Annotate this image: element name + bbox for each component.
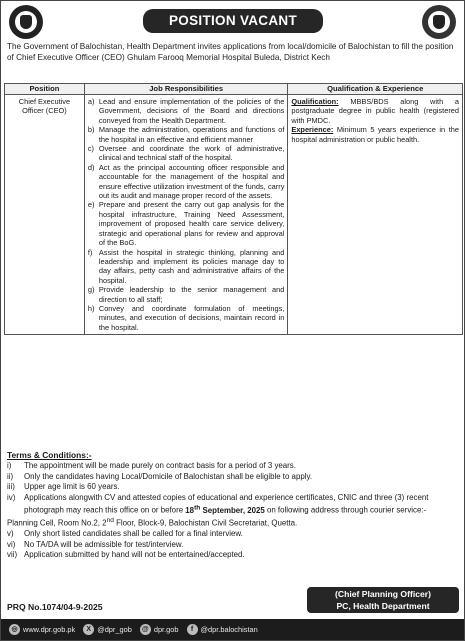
footer-contact-text: dpr.gob	[153, 625, 179, 634]
government-logo	[9, 5, 43, 39]
responsibility-item-marker: f)	[87, 247, 93, 257]
responsibility-item-text: Provide leadership to the senior management and direction to all staff;	[98, 285, 285, 304]
responsibility-item	[88, 200, 285, 247]
responsibility-item-text: Lead and ensure implementation of the policies of the Government, decisions of the Board and directions conveyed from the Health Department.	[98, 97, 285, 125]
globe-icon: ◎	[9, 624, 20, 635]
footer-contact-link[interactable]	[140, 624, 179, 635]
terms-item-marker: v)	[7, 529, 14, 539]
responsibility-item	[88, 304, 285, 332]
header	[1, 1, 464, 39]
responsibilities-cell	[84, 95, 288, 335]
table-header-row	[5, 84, 463, 95]
responsibility-item	[88, 248, 285, 286]
terms-item-marker: iv)	[7, 492, 16, 502]
column-header-position: Position	[5, 84, 85, 95]
responsibility-item-text: Assist the hospital in strategic thinking, planning and leadership and implement its policies manage day to day affairs, petty cash and administrative affairs of the hospital.	[98, 247, 285, 285]
footer-contact-link[interactable]	[9, 624, 75, 635]
footer-contact-text: @dpr.balochistan	[200, 625, 258, 634]
responsibility-item-marker: d)	[87, 162, 95, 172]
terms-item	[7, 461, 459, 471]
terms-item	[7, 472, 459, 482]
qualification-text: MBBS/BDS along with a postgraduate degree in public health (registered with PMDC.	[291, 97, 459, 125]
responsibility-item	[88, 97, 285, 125]
terms-item	[7, 482, 459, 492]
experience-text: Minimum 5 years experience in the hospital administration or public health.	[291, 125, 459, 144]
responsibility-item-text: Manage the administration, operations and functions of the hospital in an effective and efficient manner	[98, 125, 285, 144]
terms-section	[7, 450, 459, 560]
application-instructions-end: on following address through courier service:-	[264, 505, 427, 515]
qualification-cell	[288, 95, 463, 335]
terms-item-marker: ii)	[7, 471, 14, 481]
terms-item-marker: iii)	[7, 482, 15, 492]
footer-contact-link[interactable]	[187, 624, 258, 635]
footer-contact-text: www.dpr.gob.pk	[23, 625, 76, 634]
position-table	[4, 83, 463, 335]
responsibility-item	[88, 144, 285, 163]
terms-item-text: The appointment will be made purely on contract basis for a period of 3 years.	[24, 461, 296, 471]
deadline-date: 18th September, 2025	[185, 504, 265, 515]
terms-item-text	[24, 493, 459, 516]
threads-icon: @	[140, 624, 151, 635]
terms-item-marker: vi)	[7, 539, 16, 549]
responsibility-item-text: Prepare and present the carry out gap analysis for the hospital infrastructure, Training Need Assessment, improvement of proposed health care service delivery, strategic and operational plans for review and approval of the BoG.	[98, 200, 285, 248]
column-header-qualification: Qualification & Experience	[288, 84, 463, 95]
footer-contact-link[interactable]	[83, 624, 132, 635]
responsibility-item	[88, 163, 285, 201]
terms-item-text: Application submitted by hand will not be entertained/accepted.	[24, 549, 245, 559]
table-row	[5, 95, 463, 335]
experience-label: Experience:	[291, 125, 334, 135]
x-icon: X	[83, 624, 94, 635]
qualification-label: Qualification:	[291, 97, 339, 106]
responsibility-item	[88, 125, 285, 144]
application-instructions: Applications alongwith CV and attested copies of educational and experience certificates, CNIC and three (3) recent photograph may reach this office on or before	[24, 492, 429, 515]
responsibility-item-marker: c)	[87, 144, 95, 154]
terms-item	[7, 529, 459, 539]
column-header-responsibilities: Job Responsibilities	[84, 84, 288, 95]
responsibility-item-text: Convey and coordinate formulation of meetings, minutes, and execution of decisions, maintain record in the hospital.	[98, 303, 285, 332]
signature-block	[307, 587, 459, 613]
terms-item-text: No TA/DA will be admissible for test/interview.	[24, 539, 184, 549]
intro-paragraph: The Government of Balochistan, Health Department invites applications from local/domicile of Balochistan to fill the position of Chief Executive Officer (CEO) Ghulam Farooq Memorial Hospital Buleda, District Kech	[7, 42, 454, 62]
terms-item	[7, 540, 459, 550]
responsibilities-list	[88, 97, 285, 332]
responsibility-item-marker: a)	[87, 97, 95, 106]
terms-item-marker: vii)	[7, 549, 18, 559]
terms-item	[7, 493, 459, 516]
terms-title: Terms & Conditions:-	[7, 450, 92, 460]
terms-item	[7, 550, 459, 560]
position-cell: Chief Executive Officer (CEO)	[5, 95, 85, 335]
experience-paragraph	[291, 125, 459, 144]
footer-contact-text: @dpr_gob	[97, 625, 132, 634]
health-department-logo	[422, 5, 456, 39]
terms-list-continued	[7, 529, 459, 560]
page-title: POSITION VACANT	[143, 9, 323, 33]
signature-department: PC, Health Department	[336, 601, 430, 611]
terms-list	[7, 461, 459, 492]
terms-item-marker: i)	[7, 461, 12, 471]
mailing-address: Planning Cell, Room No.2, 2nd Floor, Block-9, Balochistan Civil Secretariat, Quetta.	[7, 517, 298, 528]
responsibility-item	[88, 285, 285, 304]
prq-number: PRQ No.1074/04-9-2025	[7, 602, 103, 612]
responsibility-item-marker: h)	[87, 303, 95, 313]
responsibility-item-marker: e)	[87, 200, 95, 210]
responsibility-item-marker: b)	[87, 125, 95, 135]
facebook-icon: f	[187, 624, 198, 635]
terms-item-text: Only short listed candidates shall be called for a final interview.	[24, 529, 243, 539]
responsibility-item-marker: g)	[87, 285, 95, 295]
terms-item-text: Upper age limit is 60 years.	[24, 482, 120, 492]
contact-footer	[1, 619, 464, 640]
qualification-paragraph	[291, 97, 459, 125]
responsibility-item-text: Oversee and coordinate the work of administrative, clinical and technical staff of the hospital.	[98, 144, 285, 163]
signature-title: (Chief Planning Officer)	[335, 589, 431, 599]
responsibility-item-text: Act as the principal accounting officer responsible and accountable for the management of the hospital and ensure effective utilization investment of the funds, carry out its audit and manage proper record of the assets.	[98, 162, 285, 201]
terms-item-text: Only the candidates having Local/Domicile of Balochistan shall be eligible to apply.	[24, 471, 313, 481]
